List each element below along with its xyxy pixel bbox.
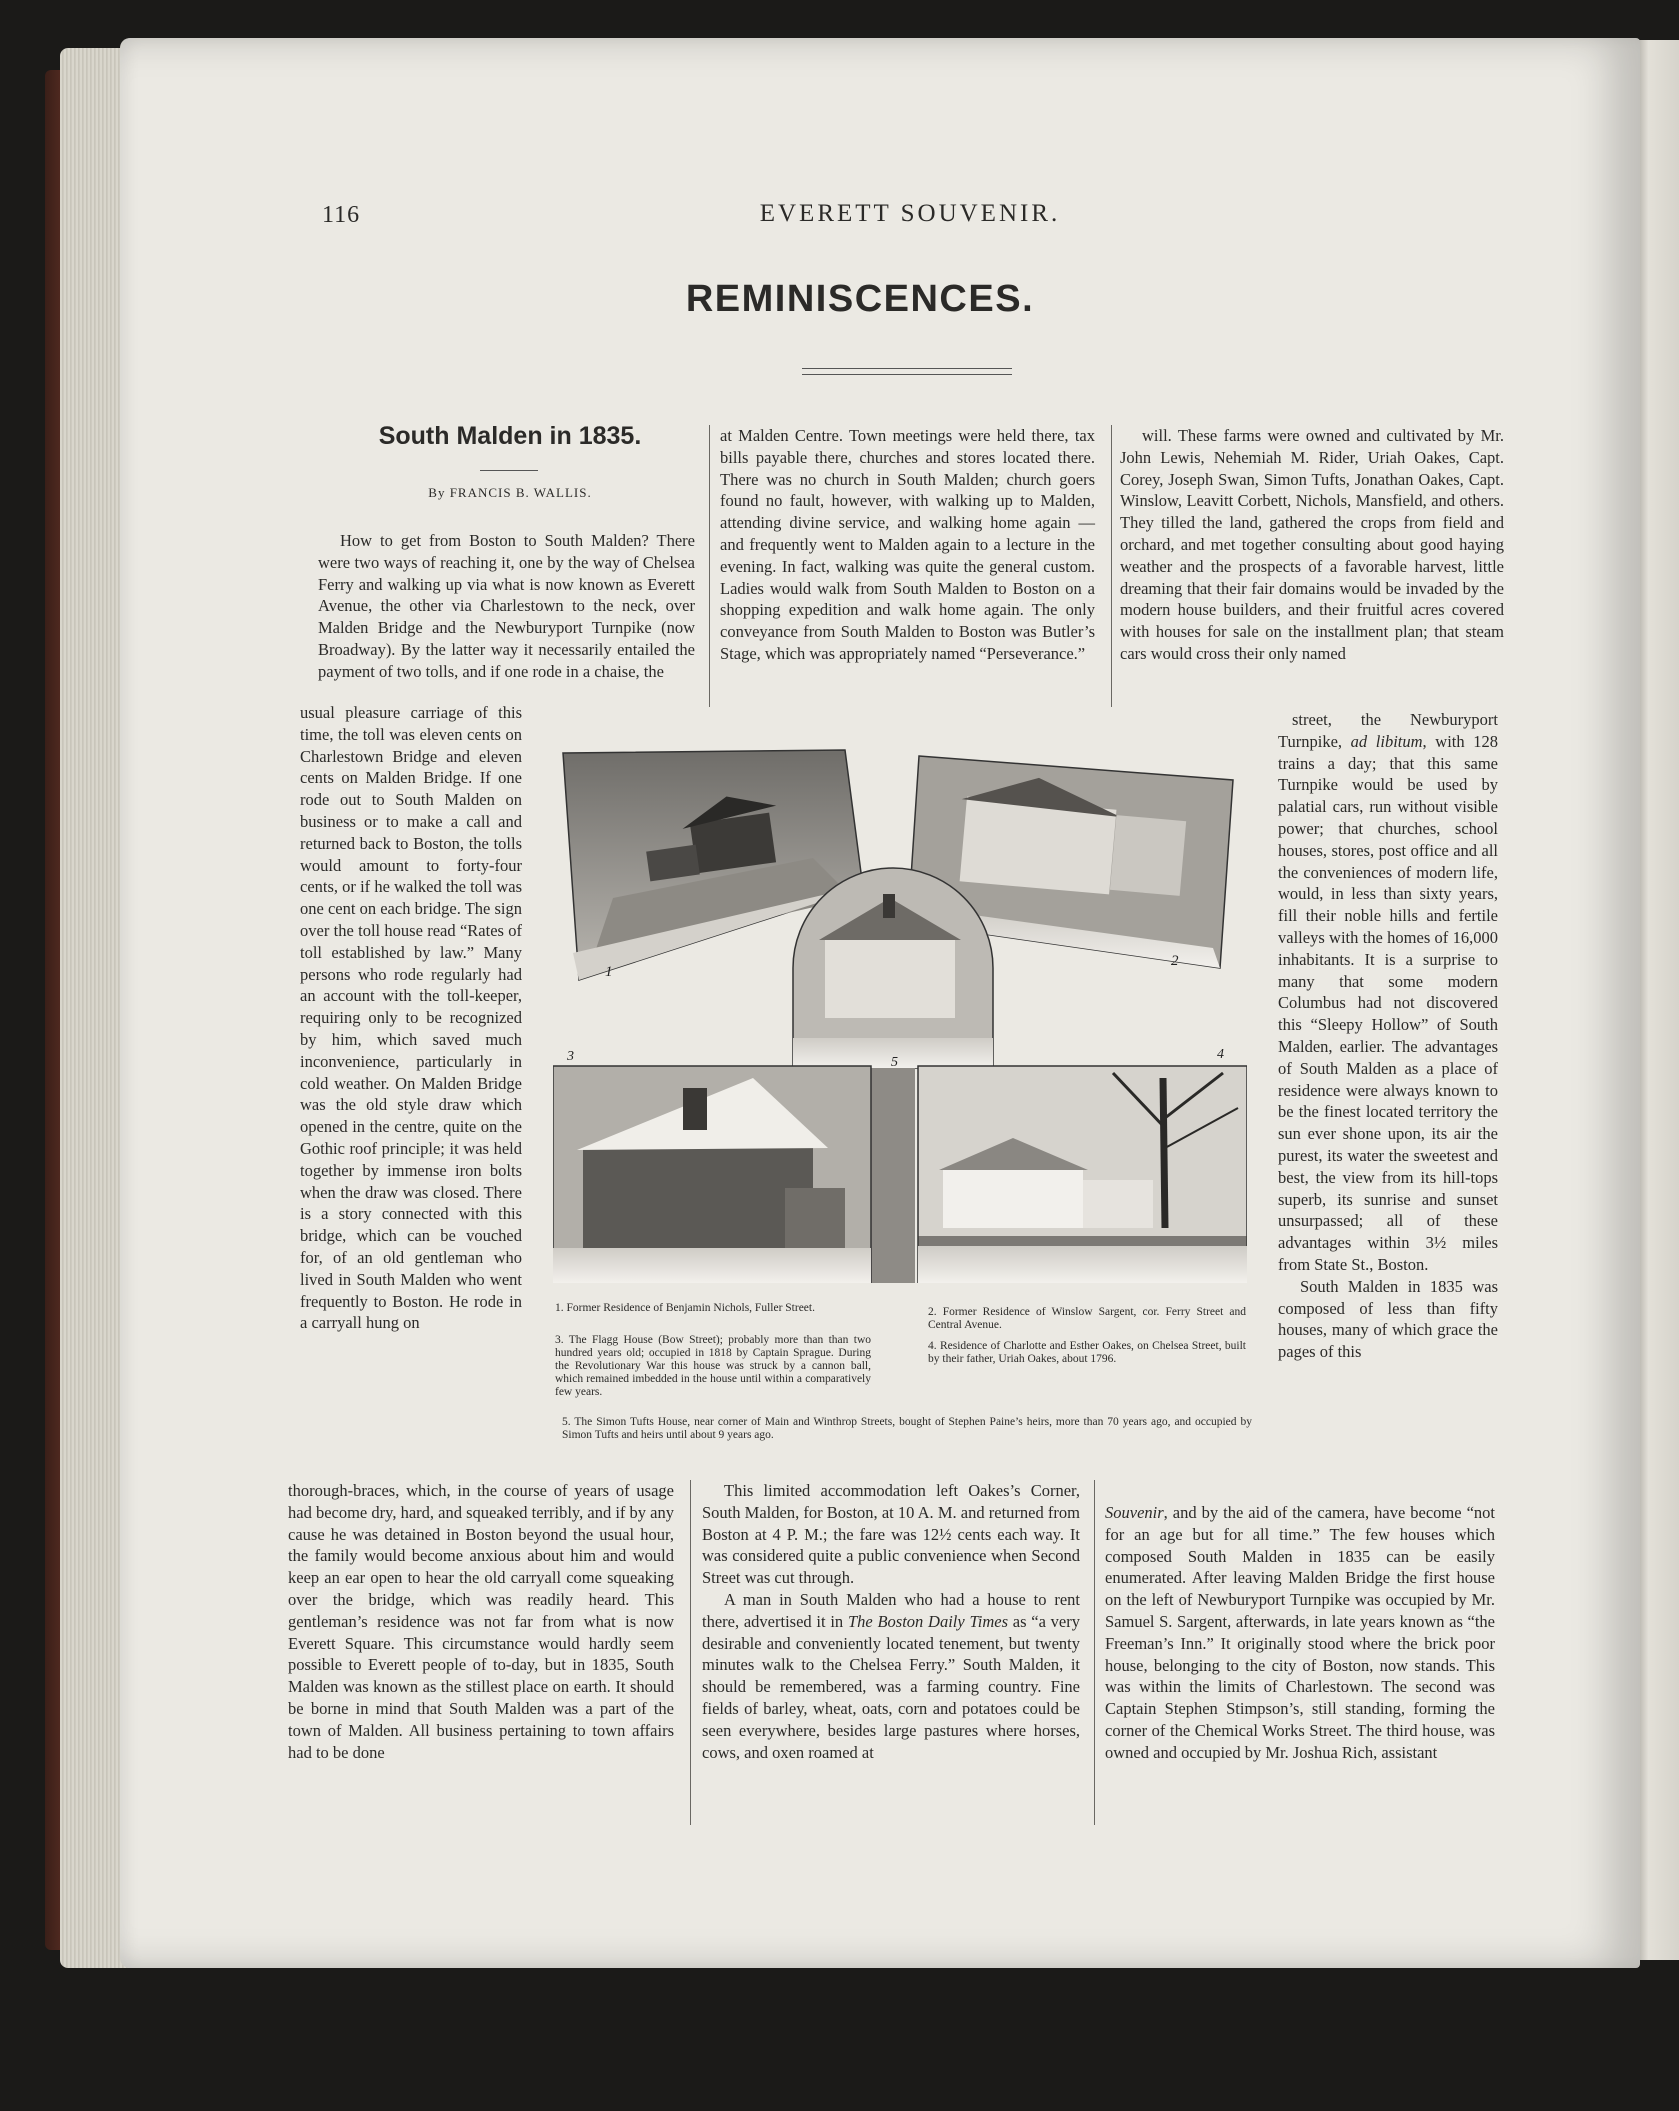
column-3-top-text <box>1120 425 1504 665</box>
column-1-narrow-text <box>300 702 522 1334</box>
column-rule-1 <box>709 425 710 707</box>
photo-collage <box>553 748 1247 1283</box>
page-number: 116 <box>322 202 361 228</box>
column-rule-3 <box>690 1480 691 1825</box>
page-title: REMINISCENCES. <box>685 278 1035 320</box>
photo-caption-2: 2. Former Residence of Winslow Sargent, cor. Ferry Street and Central Avenue. <box>928 1306 1246 1331</box>
paragraph: will. These farms were owned and cultivated by Mr. John Lewis, Nehemiah M. Rider, Uriah Oakes, Capt. Corey, Joseph Swan, Simon Tufts, Jonathan Oakes, Capt. Winslow, Leavitt Corbett, Nichols, Mansfield, and others. They tilled the land, gathered the crops from field and orchard, and met together consulting about good haying weather and the prospects of a favorable harvest, little dreaming that their fair domains would be invaded by the modern house builders, and their fruitful acres covered with houses for sale on the installment plan; that steam cars would cross their only named <box>1120 426 1504 663</box>
byline: By FRANCIS B. WALLIS. <box>428 485 592 500</box>
column-1-top-text <box>318 530 695 683</box>
article-title: South Malden in 1835. <box>378 422 642 450</box>
column-rule-2 <box>1111 425 1112 707</box>
photo-caption-5: 5. The Simon Tufts House, near corner of Main and Winthrop Streets, bought of Stephen Paine’s heirs, more than 70 years ago, and occupied by Simon Tufts and heirs until about 9 years ago. <box>562 1416 1252 1441</box>
paragraph: street, the Newburyport Turnpike, ad libitum, with 128 trains a day; that this same Turnpike would be used by palatial cars, run without visible power; that churches, school houses, stores, post office and all the conveniences of modern life, would, in less than sixty years, fill their noble hills and fertile valleys with the homes of 16,000 inhabitants. It is a surprise to many that some modern Columbus had not discovered this “Sleepy Hollow” of South Malden, earlier. The advantages of South Malden as a place of residence were always known to be the finest located territory the sun ever shone upon, its air the purest, its water the sweetest and best, the view from its hill-tops superb, its sunrise and sunset unsurpassed; all of these advantages within 3½ miles from State St., Boston. <box>1278 710 1498 1274</box>
photo-label-4: 4 <box>1217 1047 1224 1062</box>
paragraph: A man in South Malden who had a house to rent there, advertised it in The Boston Daily Times as “a very desirable and conveniently located tenement, but twenty minutes walk to the Chelsea Ferry.” South Malden, it should be remembered, was a farming country. Fine fields of barley, wheat, oats, corn and potatoes could be seen everywhere, besides large pastures where horses, cows, and oxen roamed at <box>702 1589 1080 1762</box>
title-double-rule <box>802 368 1012 375</box>
photo-label-2: 2 <box>1171 953 1179 969</box>
column-3-narrow-text <box>1278 709 1498 1363</box>
paragraph: at Malden Centre. Town meetings were held there, tax bills payable there, churches and stores located there. There was no church in South Malden; church goers found no fault, however, with walking up to Malden, attending divine service, and walking home again — and frequently went to Malden again to a lecture in the evening. In fact, walking was quite the general custom. Ladies would walk from South Malden to Boston on a shopping expedition and walk home again. The only conveyance from South Malden to Boston was Butler’s Stage, which was appropriately named “Perseverance.” <box>720 426 1095 663</box>
paragraph: Souvenir, and by the aid of the camera, have become “not for an age but for all time.” The few houses which composed South Malden in 1835 can be easily enumerated. After leaving Malden Bridge the first house on the left of Newburyport Turnpike was occupied by Mr. Samuel S. Sargent, afterwards, in late years known as “the Freeman’s Inn.” It originally stood where the brick poor house, belonging to the city of Boston, now stands. This was within the limits of Charlestown. The second was Captain Stephen Stimpson’s, still standing, forming the corner of the Chemical Works Street. The third house, was owned and occupied by Mr. Joshua Rich, assistant <box>1105 1503 1495 1762</box>
photo-label-1: 1 <box>605 964 613 980</box>
column-1-bottom-text <box>288 1480 674 1763</box>
running-head: EVERETT SOUVENIR. <box>759 200 1061 227</box>
byline-rule <box>480 470 538 471</box>
column-2-top-text <box>720 425 1095 665</box>
photo-label-3: 3 <box>567 1049 574 1064</box>
column-3-bottom-text <box>1105 1502 1495 1764</box>
paragraph: South Malden in 1835 was composed of less than fifty houses, many of which grace the pages of this <box>1278 1276 1498 1362</box>
paragraph: How to get from Boston to South Malden? There were two ways of reaching it, one by the way of Chelsea Ferry and walking up via what is now known as Everett Avenue, the other via Charlestown to the neck, over Malden Bridge and the Newburyport Turnpike (now Broadway). By the latter way it necessarily entailed the payment of two tolls, and if one rode in a chaise, the <box>318 531 695 681</box>
photo-label-5: 5 <box>891 1055 898 1070</box>
photo-caption-4: 4. Residence of Charlotte and Esther Oakes, on Chelsea Street, built by their father, Uriah Oakes, about 1796. <box>928 1340 1246 1365</box>
paragraph: usual pleasure carriage of this time, the toll was eleven cents on Charlestown Bridge and eleven cents on Malden Bridge. If one rode out to South Malden on business or to make a call and returned back to Boston, the tolls would amount to forty-four cents, or if he walked the toll was one cent on each bridge. The sign over the toll house read “Rates of toll established by law.” Many persons who rode regularly had an account with the toll-keeper, requiring only to be recognized by him, which saved much inconvenience, particularly in cold weather. On Malden Bridge was the old style draw which opened in the centre, quite on the Gothic roof principle; it was held together by immense iron bolts when the draw was closed. There is a story connected with this bridge, which can be vouched for, of an old gentleman who lived in South Malden who went frequently to Boston. He rode in a carryall hung on <box>300 703 522 1333</box>
paragraph: This limited accommodation left Oakes’s Corner, South Malden, for Boston, at 10 A. M. and returned from Boston at 4 P. M.; the fare was 12½ cents each way. It was considered quite a public convenience when Second Street was cut through. <box>702 1481 1080 1588</box>
column-2-bottom-text <box>702 1480 1080 1763</box>
paragraph: thorough-braces, which, in the course of years of usage had become dry, hard, and squeaked terribly, and if by any cause he was detained in Boston beyond the usual hour, the family would become anxious about him and would keep an ear open to hear the old carryall come squeaking over the bridge, which was readily heard. This gentleman’s residence was not far from what is now Everett Square. This circumstance would hardly seem possible to Everett people of to-day, but in 1835, South Malden was known as the stillest place on earth. It should be borne in mind that South Malden was a part of the town of Malden. All business pertaining to town affairs had to be done <box>288 1481 674 1762</box>
photo-3-flagg-house <box>553 1066 871 1283</box>
photo-4-oakes-residence <box>918 1066 1247 1283</box>
column-rule-4 <box>1094 1480 1095 1825</box>
photo-caption-1: 1. Former Residence of Benjamin Nichols, Fuller Street. <box>555 1302 815 1314</box>
photo-caption-3: 3. The Flagg House (Bow Street); probably more than than two hundred years old; occupied in 1818 by Captain Sprague. During the Revolutionary War this house was struck by a cannon ball, which remained imbedded in the house until within a comparatively few years. <box>555 1334 871 1398</box>
